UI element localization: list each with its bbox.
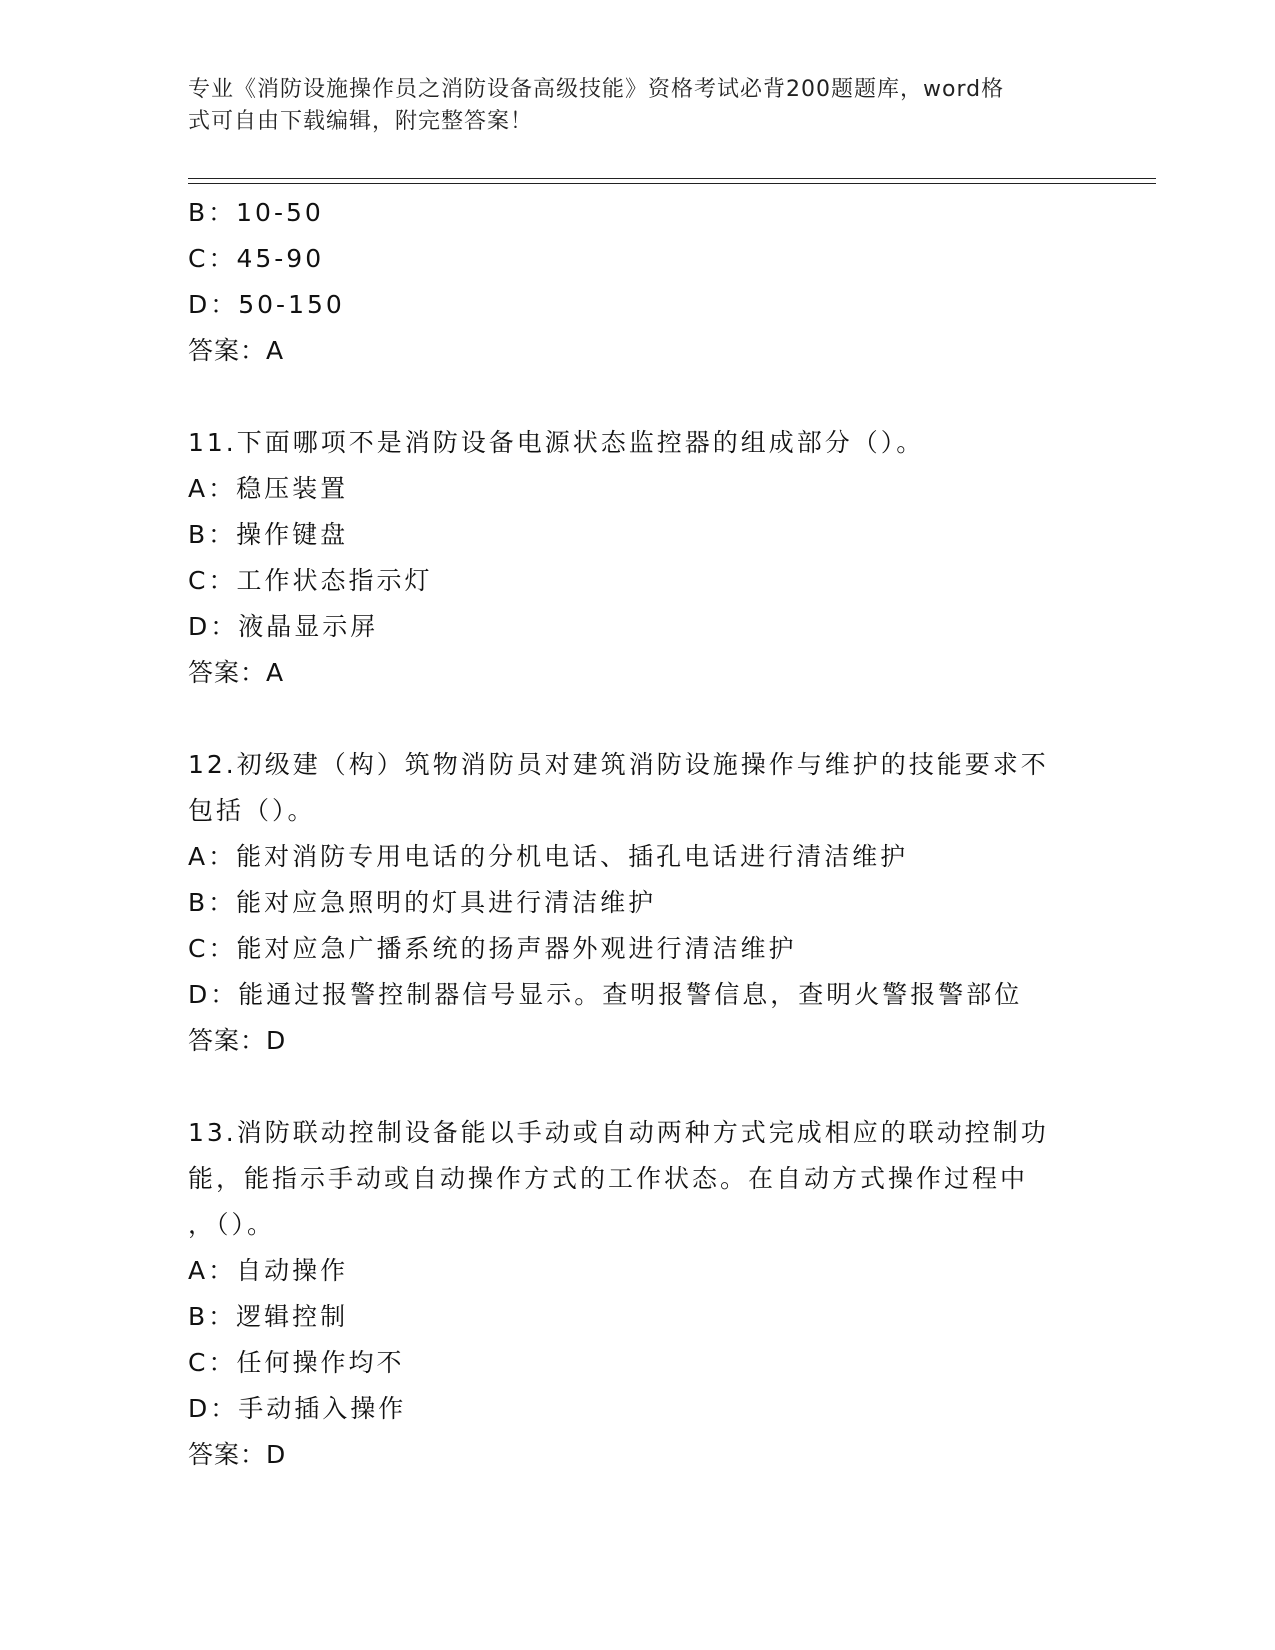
question-11 (188, 420, 1088, 696)
option-a: A：能对消防专用电话的分机电话、插孔电话进行清洁维护 (188, 842, 909, 871)
option-a: A：自动操作 (188, 1256, 349, 1285)
question-stem-line-2: 包括（）。 (188, 796, 316, 825)
answer: 答案：A (188, 336, 285, 365)
question-stem-line-1: 13.消防联动控制设备能以手动或自动两种方式完成相应的联动控制功 (188, 1118, 1049, 1147)
header-rule-bottom (188, 183, 1156, 184)
question-13 (188, 1110, 1088, 1478)
question-12 (188, 742, 1088, 1064)
answer: 答案：D (188, 1440, 287, 1469)
option-a: A：稳压装置 (188, 474, 349, 503)
option-b: B：能对应急照明的灯具进行清洁维护 (188, 888, 657, 917)
option-b: B：操作键盘 (188, 520, 349, 549)
option-b: B：逻辑控制 (188, 1302, 349, 1331)
question-stem-line-2: 能，能指示手动或自动操作方式的工作状态。在自动方式操作过程中 (188, 1164, 1029, 1193)
answer: 答案：A (188, 658, 285, 687)
option-d: D：液晶显示屏 (188, 612, 379, 641)
option-c: C：任何操作均不 (188, 1348, 405, 1377)
document-header (188, 74, 1068, 138)
question-10-tail (188, 190, 1088, 374)
option-d: D：手动插入操作 (188, 1394, 407, 1423)
option-c: C：能对应急广播系统的扬声器外观进行清洁维护 (188, 934, 797, 963)
question-stem-line-3: ，（）。 (188, 1210, 276, 1239)
option-d: D：50-150 (188, 290, 345, 319)
header-line-2: 式可自由下载编辑，附完整答案！ (188, 109, 534, 134)
question-stem: 11.下面哪项不是消防设备电源状态监控器的组成部分（）。 (188, 428, 925, 457)
option-d: D：能通过报警控制器信号显示。查明报警信息，查明火警报警部位 (188, 980, 1023, 1009)
option-c: C：45-90 (188, 244, 325, 273)
option-c: C：工作状态指示灯 (188, 566, 433, 595)
option-b: B：10-50 (188, 198, 324, 227)
header-line-1: 专业《消防设施操作员之消防设备高级技能》资格考试必背200题题库，word格 (188, 77, 1005, 102)
question-stem-line-1: 12.初级建（构）筑物消防员对建筑消防设施操作与维护的技能要求不 (188, 750, 1049, 779)
answer: 答案：D (188, 1026, 287, 1055)
header-rule-top (188, 178, 1156, 179)
question-list (188, 190, 1088, 1478)
